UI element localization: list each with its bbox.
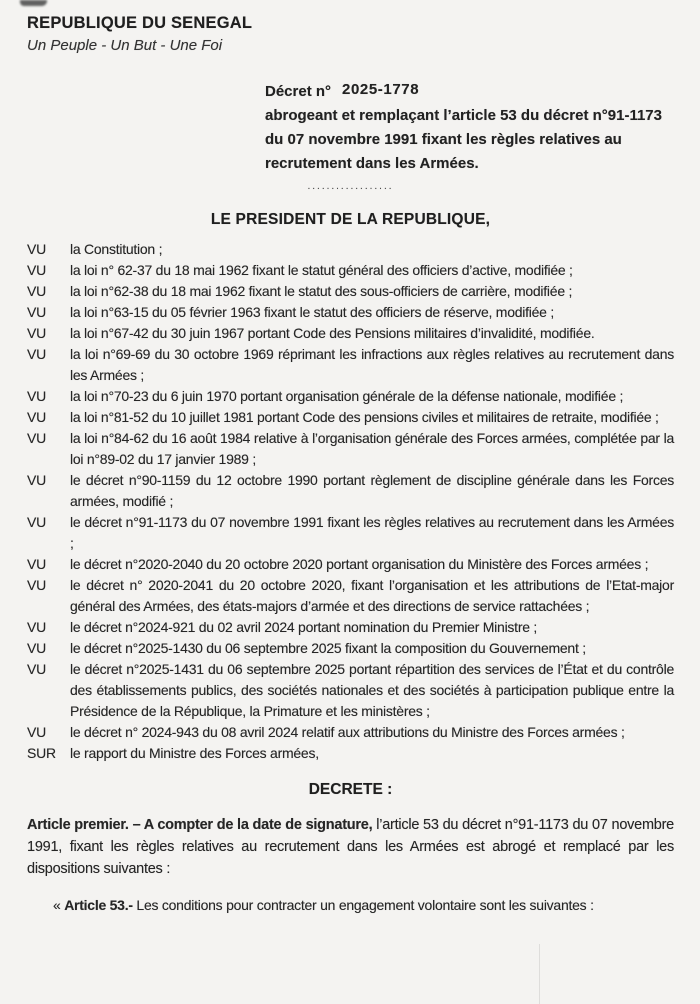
visa-label: VU	[27, 556, 46, 572]
visa-text: le décret n°90-1159 du 12 octobre 1990 portant règlement de discipline générale dans les Forces armées, modifié ;	[70, 472, 674, 509]
visa-text: la loi n°84-62 du 16 août 1984 relative à l’organisation générale des Forces armées, complétée par la loi n°89-02 du 17 janvier 1989 ;	[70, 430, 674, 467]
visa-text: la loi n° 62-37 du 18 mai 1962 fixant le statut général des officiers d’active, modifiée ;	[70, 262, 573, 278]
salutation-heading: LE PRESIDENT DE LA REPUBLIQUE,	[210, 211, 491, 228]
visa-label: VU	[27, 724, 46, 740]
national-motto: Un Peuple - Un But - Une Foi	[27, 37, 223, 54]
visa-row	[27, 470, 674, 512]
visa-row	[27, 722, 674, 743]
visa-text: le décret n°2024-921 du 02 avril 2024 portant nomination du Premier Ministre ;	[70, 619, 538, 635]
visa-text: la loi n°67-42 du 30 juin 1967 portant Code des Pensions militaires d’invalidité, modifiée.	[70, 325, 595, 341]
visa-row	[27, 512, 674, 554]
visa-row	[27, 386, 674, 407]
visa-label: VU	[27, 430, 46, 446]
visa-label: VU	[27, 472, 46, 488]
visa-row	[27, 344, 674, 386]
decree-number: 2025-1778	[342, 81, 420, 98]
visa-label: VU	[27, 325, 46, 341]
letterhead	[27, 14, 674, 54]
visa-row	[27, 617, 674, 638]
visa-text: la loi n°81-52 du 10 juillet 1981 portant Code des pensions civiles et militaires de retraite, modifiée ;	[70, 409, 659, 425]
visa-row	[27, 407, 674, 428]
visa-row	[27, 302, 674, 323]
visa-row	[27, 743, 674, 764]
visa-label: VU	[27, 283, 46, 299]
visa-row	[27, 239, 674, 260]
visa-label: VU	[27, 304, 46, 320]
visa-row	[27, 659, 674, 722]
article-premier-paragraph	[27, 814, 674, 880]
decrete-heading: DECRETE :	[308, 781, 393, 798]
visa-row	[27, 554, 674, 575]
article-53-paragraph	[27, 894, 674, 916]
visa-row	[27, 638, 674, 659]
country-title: REPUBLIQUE DU SENEGAL	[27, 14, 253, 32]
visa-text: la Constitution ;	[70, 241, 163, 257]
visa-text: la loi n°70-23 du 6 juin 1970 portant organisation générale de la défense nationale, modifiée ;	[70, 388, 624, 404]
decree-number-label: Décret n°	[265, 83, 332, 100]
visa-text: le décret n°2020-2040 du 20 octobre 2020 portant organisation du Ministère des Forces armées ;	[70, 556, 649, 572]
visa-label: VU	[27, 619, 46, 635]
visa-row	[27, 323, 674, 344]
visa-text: la loi n°62-38 du 18 mai 1962 fixant le statut des sous-officiers de carrière, modifiée ;	[70, 283, 573, 299]
visa-label: VU	[27, 241, 46, 257]
decree-subject: abrogeant et remplaçant l’article 53 du décret n°91-1173 du 07 novembre 1991 fixant les règles relatives au recrutement dans les Armées.	[265, 107, 662, 172]
visa-text: la loi n°69-69 du 30 octobre 1969 réprimant les infractions aux règles relatives au recrutement dans les Armées ;	[70, 346, 674, 383]
visa-text: le décret n° 2020-2041 du 20 octobre 2020, fixant l’organisation et les attributions de l’Etat-major général des Armées, des états-majors d’armée et des directions de service rattachées ;	[70, 577, 674, 614]
visa-text: la loi n°63-15 du 05 février 1963 fixant le statut des officiers de réserve, modifiée ;	[70, 304, 554, 320]
visa-text: le décret n°2025-1431 du 06 septembre 2025 portant répartition des services de l’État et du contrôle des établissements publics, des sociétés nationales et des sociétés à participation publique entre la Présidence de la République, la Primature et les ministères ;	[70, 661, 674, 719]
visa-text: le décret n°2025-1430 du 06 septembre 2025 fixant la composition du Gouvernement ;	[70, 640, 586, 656]
visa-label: VU	[27, 661, 46, 677]
article-premier-lead: Article premier. – A compter de la date de signature,	[27, 817, 373, 833]
visa-text: le décret n°91-1173 du 07 novembre 1991 fixant les règles relatives au recrutement dans les Armées ;	[70, 514, 674, 551]
visa-row	[27, 260, 674, 281]
visa-text: le décret n° 2024-943 du 08 avril 2024 relatif aux attributions du Ministre des Forces armées ;	[70, 724, 625, 740]
decree-number-line	[265, 80, 677, 104]
visa-row	[27, 428, 674, 470]
visa-row	[27, 281, 674, 302]
dotted-separator: ..................	[307, 181, 394, 192]
visa-label: VU	[27, 640, 46, 656]
visa-label: VU	[27, 409, 46, 425]
visa-label: VU	[27, 262, 46, 278]
visa-row	[27, 575, 674, 617]
visa-label: VU	[27, 577, 46, 593]
visa-label: SUR	[27, 745, 56, 761]
visa-label: VU	[27, 514, 46, 530]
article-premier-body: l’article 53 du décret n°91-1173 du 07 novembre 1991, fixant les règles relatives au recrutement dans les Armées est abrogé et remplacé par les dispositions suivantes :	[27, 817, 674, 877]
visa-list	[27, 239, 674, 764]
scan-artifact	[20, 0, 47, 6]
scan-seam	[539, 944, 540, 1004]
article-53-body: Les conditions pour contracter un engagement volontaire sont les suivantes :	[132, 897, 594, 913]
visa-label: VU	[27, 346, 46, 362]
article-53-lead: Article 53.-	[64, 897, 133, 913]
decree-title-block	[265, 80, 677, 176]
visa-label: VU	[27, 388, 46, 404]
article-53-open-quote: «	[53, 897, 65, 913]
visa-text: le rapport du Ministre des Forces armées,	[70, 745, 319, 761]
